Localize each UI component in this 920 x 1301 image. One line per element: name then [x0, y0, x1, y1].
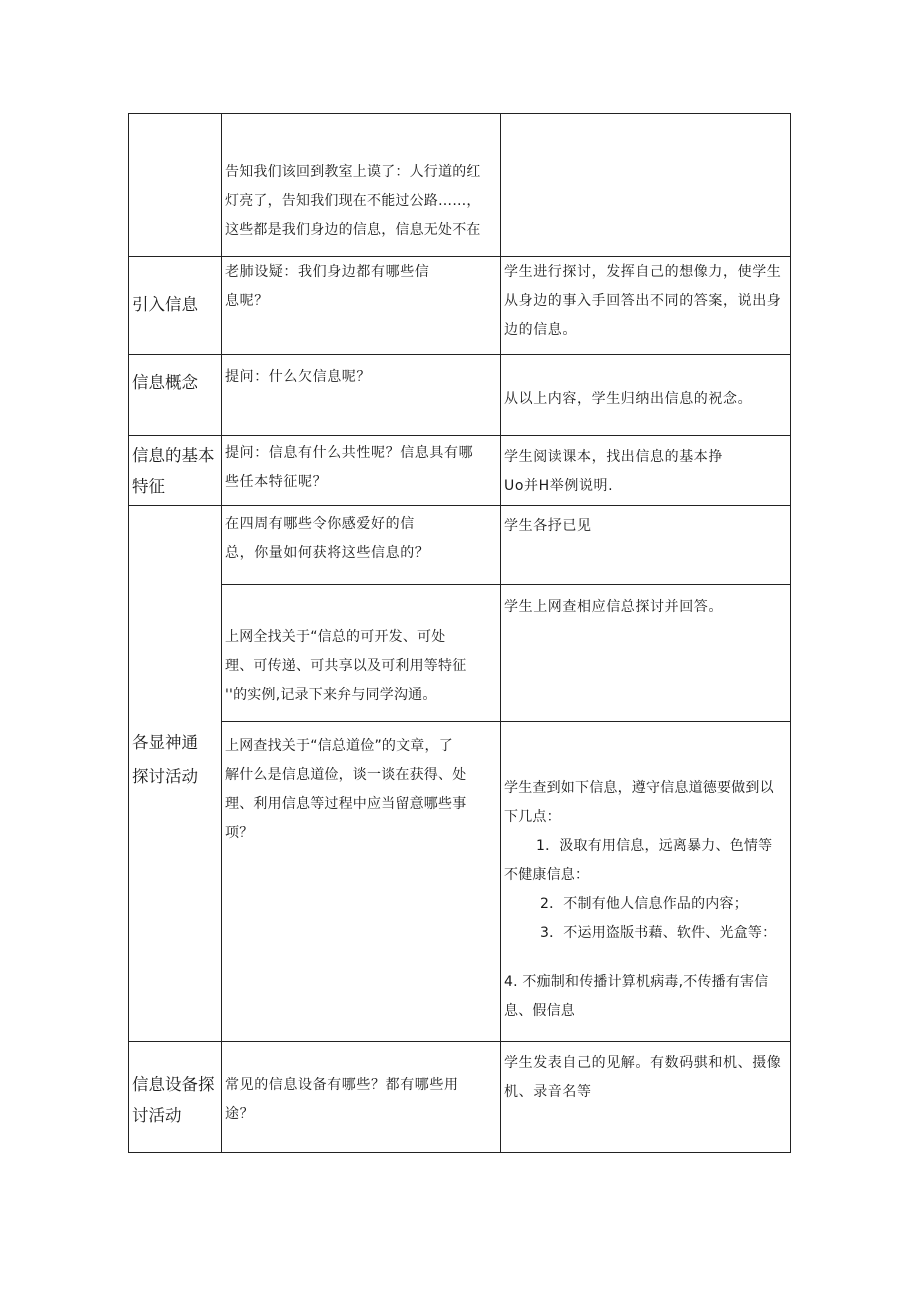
text-line: 学生查到如下信息，遵守信息道德要做到以	[504, 780, 774, 796]
text-line: 灯亮了，告知我们现在不能过公路……，	[225, 193, 481, 209]
row-label: 信息的基本	[132, 446, 215, 465]
table-row	[129, 114, 791, 257]
row-label: 讨活动	[132, 1106, 182, 1125]
content-cell	[222, 585, 501, 722]
activity-cell	[501, 585, 791, 722]
activity-cell	[501, 355, 791, 436]
content-cell	[222, 436, 501, 506]
text-line: 不健康信息：	[504, 867, 590, 883]
text-line: ''的实例,记录下来弁与同学沟通。	[225, 687, 437, 703]
label-cell	[129, 436, 222, 506]
text-line: 提问：信息有什么共性呢？信息具有哪	[225, 445, 474, 461]
text-line: Uo并H举例说明.	[504, 478, 614, 494]
content-cell	[222, 257, 501, 355]
text-line: 在四周有哪些令你感爱好的信	[225, 516, 415, 532]
text-line: 理、可传递、可共享以及可利用等特征	[225, 658, 467, 674]
activity-cell	[501, 257, 791, 355]
text-line: 老肺设疑：我们身边都有哪些信	[225, 264, 430, 280]
text-line: 4. 不痂制和传播计算机病毒,不传播有害信	[504, 974, 769, 990]
text-line: 1．汲取有用信息，远离暴力、色情等	[536, 838, 773, 854]
table-row	[129, 506, 791, 585]
text-line: 2．不制有他人信息作品的内容；	[540, 896, 748, 912]
content-cell	[222, 355, 501, 436]
label-cell	[129, 114, 222, 257]
text-line: 途？	[225, 1106, 255, 1122]
label-cell	[129, 355, 222, 436]
table-row	[129, 257, 791, 355]
table-row	[129, 585, 791, 722]
label-cell	[129, 257, 222, 355]
activity-cell	[501, 722, 791, 1042]
row-label: 信息设备探	[132, 1075, 215, 1094]
lesson-plan-table	[128, 113, 791, 1153]
text-line: 机、录音名等	[504, 1084, 592, 1100]
row-label: 信息概念	[132, 373, 198, 392]
text-line: 学生进行探讨，发挥自己的想像力，使学生	[504, 264, 782, 280]
content-cell	[222, 114, 501, 257]
text-line: 边的信息。	[504, 322, 577, 338]
activity-cell	[501, 114, 791, 257]
text-line: 息、假信息	[504, 1003, 575, 1019]
text-line: 从以上内容，学生归纳出信息的祝念。	[504, 391, 753, 407]
text-line: 上网全找关于“信总的可开发、可处	[225, 629, 446, 645]
content-cell	[222, 506, 501, 585]
text-line: 学生上网查相应信总探讨并回答。	[504, 599, 723, 615]
text-line: 学生发表自己的见解。有数码骐和机、摄像	[504, 1055, 782, 1071]
content-cell	[222, 1042, 501, 1153]
text-line: 总，你量如何获将这些信息的？	[225, 545, 430, 561]
label-cell	[129, 506, 222, 1042]
table-row	[129, 355, 791, 436]
label-cell	[129, 1042, 222, 1153]
text-line: 理、利用信息等过程中应当留意哪些事	[225, 796, 467, 812]
text-line: 从身边的事入手回答出不同的答案，说出身	[504, 293, 782, 309]
text-line: 下几点：	[504, 809, 561, 825]
content-cell	[222, 722, 501, 1042]
text-line: 项？	[225, 825, 254, 841]
text-line: 学生各抒已见	[504, 518, 592, 534]
text-line: 上网查找关于“信总道俭”的文章，了	[225, 738, 453, 754]
text-line: 3．不运用盗版书藉、软件、光盒等：	[540, 925, 777, 941]
row-label: 特征	[132, 477, 165, 496]
table-row	[129, 1042, 791, 1153]
activity-cell	[501, 506, 791, 585]
activity-cell	[501, 1042, 791, 1153]
text-line: 息呢？	[225, 293, 269, 309]
table-row	[129, 436, 791, 506]
text-line: 这些都是我们身边的信息，信息无处不在	[225, 222, 481, 238]
row-label: 各显神通	[132, 732, 198, 752]
text-line: 告知我们该回到教室上谟了：人行道的红	[225, 164, 481, 180]
row-label: 探讨活动	[132, 766, 198, 786]
table-row	[129, 722, 791, 1042]
text-line: 学生阅读课本，找出信息的基本挣	[504, 449, 723, 465]
text-line: 提问：什么欠信息呢？	[225, 369, 371, 385]
text-line: 常见的信息设备有哪些？都有哪些用	[225, 1077, 459, 1093]
row-label: 引入信息	[132, 295, 198, 314]
activity-cell	[501, 436, 791, 506]
text-line: 解什么是信息道俭，谈一谈在获得、处	[225, 767, 467, 783]
text-line: 些任本特征呢？	[225, 474, 328, 490]
